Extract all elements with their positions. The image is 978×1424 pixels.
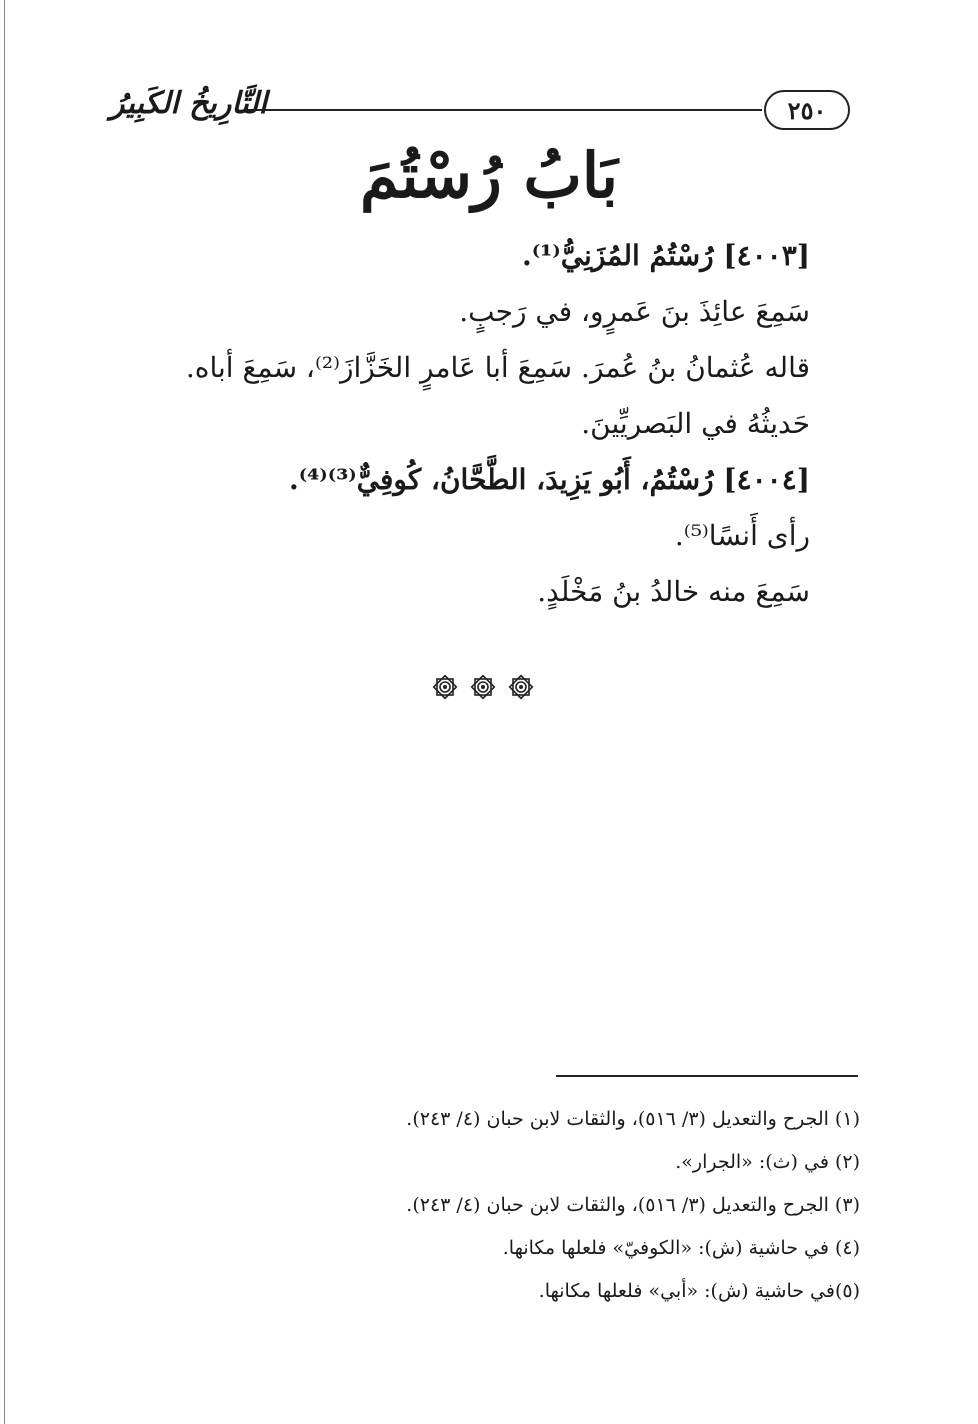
entry-heading: [٤٠٠٤] رُسْتُمُ، أَبُو يَزِيدَ، الطَّحَّانُ، كُوفِيٌّ⁽³⁾⁽⁴⁾. — [289, 463, 810, 496]
footnote: (٣) الجرح والتعديل (٣/ ٥١٦)، والثقات لابن حبان (٤/ ٢٤٣). — [406, 1194, 860, 1216]
body-text — [185, 228, 810, 620]
footnotes — [140, 1098, 860, 1313]
footnote: (٤) في حاشية (ش): «الكوفيّ» فلعلها مكانها. — [502, 1237, 860, 1259]
text-line: قاله عُثمانُ بنُ عُمرَ. سَمِعَ أبا عَامرٍ الخَزَّازَ⁽²⁾، سَمِعَ أباه. — [185, 351, 810, 384]
text-line: حَديثُهُ في البَصريِّينَ. — [581, 407, 810, 440]
chapter-title: بَابُ رُسْتُمَ — [360, 139, 618, 212]
text-line: سَمِعَ منه خالدُ بنُ مَخْلَدٍ. — [537, 575, 810, 608]
section-ornament — [430, 672, 536, 702]
header-rule — [248, 109, 762, 111]
page-number: ٢٥٠ — [764, 90, 850, 130]
book-title: التَّارِيخُ الكَبِيرُ — [110, 86, 268, 121]
rosette-icon — [430, 672, 460, 702]
entry-heading: [٤٠٠٣] رُسْتُمُ المُزَنِيُّ⁽¹⁾. — [522, 239, 810, 272]
text-line: سَمِعَ عائِذَ بنَ عَمرٍو، في رَجبٍ. — [459, 295, 810, 328]
footnote: (٢) في (ث): «الجرار». — [675, 1151, 860, 1173]
rosette-icon — [468, 672, 498, 702]
text-line: رأى أَنسًا⁽⁵⁾. — [674, 519, 810, 552]
footnote: (١) الجرح والتعديل (٣/ ٥١٦)، والثقات لابن حبان (٤/ ٢٤٣). — [406, 1108, 860, 1130]
footnote-rule — [556, 1075, 858, 1077]
footnote: (٥)في حاشية (ش): «أبي» فلعلها مكانها. — [538, 1280, 860, 1302]
rosette-icon — [506, 672, 536, 702]
